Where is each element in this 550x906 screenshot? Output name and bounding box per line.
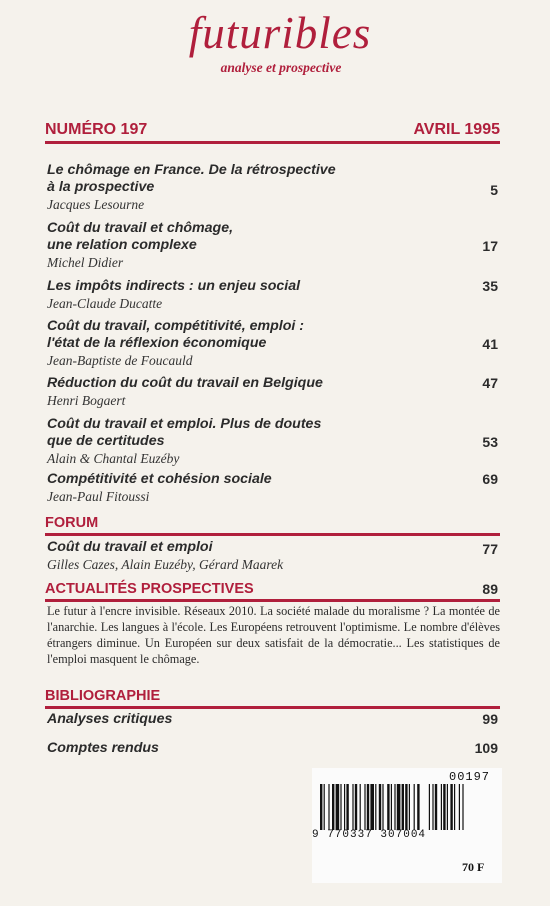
article-title-line: Les impôts indirects : un enjeu social — [47, 278, 301, 294]
toc-entry[interactable] — [47, 162, 500, 213]
toc-entry[interactable] — [47, 318, 500, 369]
toc-entry[interactable] — [47, 375, 500, 409]
barcode-digits: 9 770337 307004 — [312, 829, 427, 841]
article-author: Alain & Chantal Euzéby — [47, 451, 180, 466]
toc-entry-bibliography[interactable] — [47, 740, 500, 757]
price-label: 70 F — [462, 860, 485, 874]
article-title — [47, 375, 427, 392]
article-title — [47, 162, 427, 196]
actualites-summary: Le futur à l'encre invisible. Réseaux 2010. La société malade du moralisme ? La montée de l'anarchie. Les langues à l'école. Les Européens retrouvent l'optimisme. Le nombre d'élèves étrangers diminue. Un Européen sur deux satisfait de la démocratie... Les statistiques de l'emploi masquent le chômage. — [47, 604, 500, 666]
bibliography-title: Analyses critiques — [47, 711, 173, 727]
section-heading-label: BIBLIOGRAPHIE — [45, 688, 161, 704]
article-title-line: une relation complexe — [47, 237, 197, 253]
section-heading-label: ACTUALITÉS PROSPECTIVES — [45, 581, 254, 597]
article-title-line: Réduction du coût du travail en Belgique — [47, 375, 323, 391]
barcode-bars — [320, 784, 496, 830]
page-number: 41 — [482, 336, 498, 352]
issue-number: NUMÉRO 197 — [45, 121, 148, 138]
page-number: 69 — [482, 471, 498, 487]
article-title-line: que de certitudes — [47, 433, 165, 449]
article-author: Jean-Paul Fitoussi — [47, 489, 150, 504]
page-number: 89 — [482, 581, 498, 597]
article-author: Michel Didier — [47, 255, 124, 270]
article-title-line: Coût du travail, compétitivité, emploi : — [47, 318, 304, 334]
section-heading-forum — [45, 514, 500, 536]
page-number: 53 — [482, 434, 498, 450]
article-author: Jean-Baptiste de Foucauld — [47, 353, 193, 368]
article-title-line: Coût du travail et chômage, — [47, 220, 234, 236]
article-title-line: Le chômage en France. De la rétrospective — [47, 162, 336, 178]
page-number: 17 — [482, 238, 498, 254]
page-number: 5 — [490, 182, 498, 198]
article-title — [47, 416, 427, 450]
section-heading-label: FORUM — [45, 515, 99, 531]
barcode-addon-digits: 00197 — [449, 770, 491, 784]
page-number: 77 — [482, 541, 498, 557]
article-author: Henri Bogaert — [47, 393, 126, 408]
toc-entry-forum[interactable] — [47, 539, 500, 573]
page-number: 99 — [482, 711, 498, 727]
article-author: Jean-Claude Ducatte — [47, 296, 163, 311]
page-number: 35 — [482, 278, 498, 294]
section-heading-bibliographie — [45, 687, 500, 709]
toc-entry[interactable] — [47, 416, 500, 467]
bibliography-title: Comptes rendus — [47, 740, 159, 756]
article-title-line: l'état de la réflexion économique — [47, 335, 267, 351]
article-title — [47, 220, 427, 254]
article-title — [47, 318, 427, 352]
article-author: Jacques Lesourne — [47, 197, 145, 212]
article-title-line: Compétitivité et cohésion sociale — [47, 471, 272, 487]
issue-date: AVRIL 1995 — [413, 121, 500, 138]
article-authors: Gilles Cazes, Alain Euzéby, Gérard Maarek — [47, 557, 284, 572]
page-number: 47 — [482, 375, 498, 391]
issue-bar — [45, 121, 500, 144]
article-title-line: Coût du travail et emploi. Plus de doutes — [47, 416, 322, 432]
article-title: Coût du travail et emploi — [47, 539, 213, 555]
tagline: analyse et prospective — [220, 60, 342, 75]
article-title — [47, 471, 427, 488]
masthead — [0, 10, 550, 76]
article-title-line: à la prospective — [47, 179, 155, 195]
page-number: 109 — [474, 740, 498, 756]
toc-entry-bibliography[interactable] — [47, 711, 500, 728]
section-heading-actualites[interactable] — [45, 580, 500, 602]
toc-entry[interactable] — [47, 220, 500, 271]
magazine-logo: futuribles — [188, 8, 372, 58]
toc-entry[interactable] — [47, 278, 500, 312]
toc-entry[interactable] — [47, 471, 500, 505]
barcode — [312, 768, 502, 883]
article-title — [47, 278, 427, 295]
